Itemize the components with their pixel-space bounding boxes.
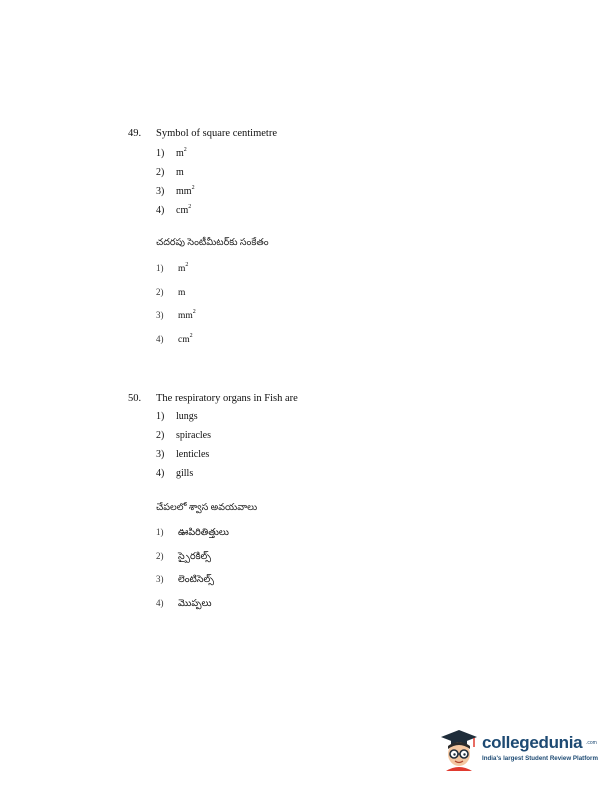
brand-name: collegedunia [482,733,583,752]
option: 2) m [156,167,184,178]
question-text: The respiratory organs in Fish are [156,393,298,404]
option: 4) $cm^2$ [156,332,193,345]
question-number: 50. [128,393,142,404]
option: 2) spiracles [156,430,211,441]
options-50-english [156,410,211,486]
option: 1) ఊపిరితిత్తులు [156,527,229,538]
question-50-telugu: చేపలలో శ్వాస అవయవాలు [156,503,258,513]
options-49-english [156,147,195,223]
question-49 [128,127,277,141]
option: 4) $cm^2$ [156,204,192,216]
option: 1) lungs [156,411,198,422]
options-49-telugu [156,261,196,355]
question-text: Symbol of square centimetre [156,128,278,139]
question-number: 49. [128,128,142,139]
option: 3) lenticles [156,449,210,460]
option: 1) $m^2$ [156,262,189,274]
option: 3) లెంటిసెల్స్ [156,574,214,585]
brand-suffix: .com [586,740,597,746]
option: 2) m [156,286,186,298]
student-mascot-icon [438,727,480,771]
option: 3) $mm^2$ [156,185,195,197]
option: 3) $mm^2$ [156,309,196,321]
question-50 [128,392,298,406]
options-50-telugu [156,525,229,619]
brand-tagline: India's largest Student Review Platform [482,755,598,762]
question-49-telugu: చదరపు సెంటీమీటర్‌కు సంకేతం [156,238,269,248]
collegedunia-logo [438,727,598,771]
option: 4) మొప్పలు [156,597,212,609]
option: 2) స్పైరకిల్స్ [156,550,211,562]
option: 1) $m^2$ [156,147,187,159]
option: 4) gills [156,468,194,479]
